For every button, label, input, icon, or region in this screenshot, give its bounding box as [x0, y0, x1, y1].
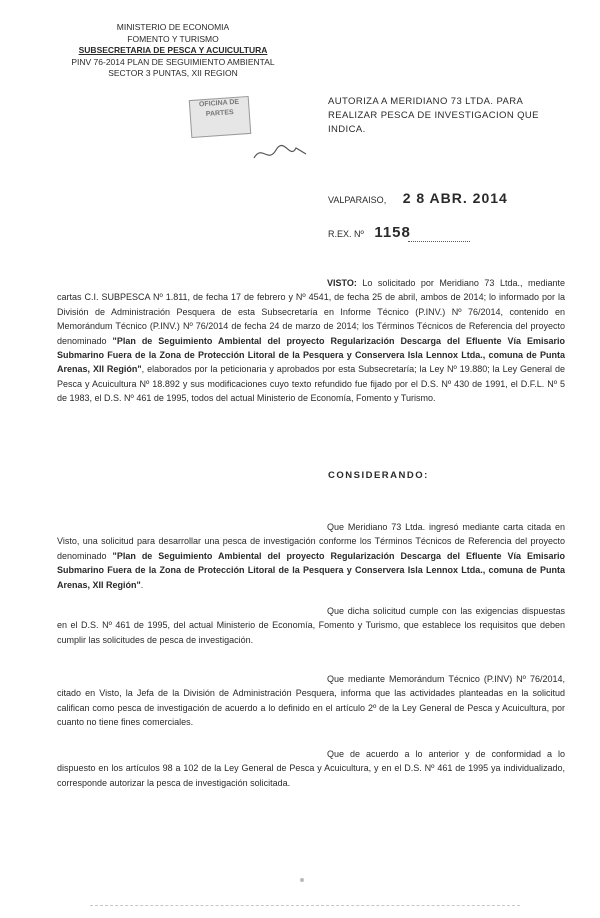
resolution-date: 2 8 ABR. 2014	[402, 190, 508, 206]
stamp-line-2: PARTES	[205, 109, 234, 118]
date-line	[328, 190, 508, 206]
c1-text-1: Que Meridiano 73 Ltda. ingresó mediante carta citada en Visto, una solicitud para desarrollar una pesca de investigación conforme los Términos Técnicos de Referencia del proyecto denominado	[57, 522, 565, 561]
resolution-number-line	[328, 224, 478, 241]
visto-project-name: "Plan de Seguimiento Ambiental del proyecto Regularización Descarga del Efluente Vía Emisario Submarino Fuera de la Zona de Protección Litoral de la Pesquera y Conservera Isla Lennox Ltda., comuna de Punta Arenas, XII Región"	[57, 335, 566, 375]
stamp-line-1: OFICINA DE	[198, 98, 240, 109]
office-stamp	[189, 96, 252, 138]
considerando-heading: CONSIDERANDO:	[328, 470, 429, 481]
letterhead	[58, 22, 288, 80]
c1-text-2: .	[140, 579, 144, 590]
considerando-paragraph-2	[57, 604, 565, 647]
place-label: VALPARAISO,	[328, 195, 387, 205]
c4-text: Que de acuerdo a lo anterior y de conformidad a lo dispuesto en los artículos 98 a 102 de la Ley General de Pesca y Acuicultura, y en el D.S. Nº 461 de 1995 ya individualizado, corresponde autorizar la pesca de investigación solicitada.	[57, 749, 565, 788]
considerando-paragraph-3	[57, 672, 565, 730]
resolution-title: AUTORIZA A MERIDIANO 73 LTDA. PARA REALIZAR PESCA DE INVESTIGACION QUE INDICA.	[328, 96, 539, 135]
visto-text-1: Lo solicitado por Meridiano 73 Ltda., mediante cartas C.I. SUBPESCA Nº 1.811, de fecha 17 de febrero y Nº 4541, de fecha 25 de abril, ambos de 2014; lo informado por la División de Administración Pesquera de esta Subsecretaría en Informe Técnico (P.INV.) Nº 76/2014, contenido en Memorándum Técnico (P.INV.) Nº 76/2014 de fecha 24 de marzo de 2014; los Términos Técnicos de Referencia del proyecto denominado	[57, 278, 565, 346]
rex-number: 1158	[374, 224, 411, 241]
c1-project-name: "Plan de Seguimiento Ambiental del proyecto Regularización Descarga del Efluente Vía Emisario Submarino Fuera de la Zona de Protección Litoral de la Pesquera y Conservera Isla Lennox Ltda., comuna de Punta Arenas, XII Región"	[57, 550, 566, 590]
c2-text: Que dicha solicitud cumple con las exigencias dispuestas en el D.S. Nº 461 de 1995, del actual Ministerio de Economía, Fomento y Turismo, que establece los requisitos que deben cumplir las solicitudes de pesca de investigación.	[57, 606, 565, 645]
ministry-subtitle: FOMENTO Y TURISMO	[127, 33, 219, 44]
file-reference: PINV 76-2014 PLAN DE SEGUIMIENTO AMBIENTAL	[71, 56, 275, 67]
visto-label: VISTO:	[327, 278, 357, 288]
rex-underline	[408, 241, 470, 242]
considerando-paragraph-1	[57, 520, 565, 592]
visto-text-2: , elaborados por la peticionaria y aprobados por esta Subsecretaría; la Ley Nº 19.880; la Ley General de Pesca y Acuicultura Nº 18.892 y sus modificaciones cuyo texto refundido fue fijado por el D.S. Nº 430 de 1991, el D.F.L. Nº 5 de 1983, el D.S. Nº 461 de 1995, todos del actual Ministerio de Economía, Fomento y Turismo.	[57, 364, 565, 404]
considerando-paragraph-4	[57, 747, 565, 790]
sector-reference: SECTOR 3 PUNTAS, XII REGION	[108, 68, 238, 78]
page-dot	[300, 878, 304, 882]
scan-footer-line	[90, 905, 520, 906]
visto-paragraph	[57, 276, 565, 406]
signature-scribble	[250, 140, 310, 166]
undersecretariat-name: SUBSECRETARIA DE PESCA Y ACUICULTURA	[78, 45, 268, 55]
rex-label: R.EX. Nº	[328, 229, 364, 239]
c3-text: Que mediante Memorándum Técnico (P.INV) Nº 76/2014, citado en Visto, la Jefa de la División de Administración Pesquera, informa que las actividades planteadas en la solicitud califican como pesca de investigación de acuerdo a lo definido en el artículo 2º de la Ley General de Pesca y Acuicultura, por cuanto no tiene fines comerciales.	[57, 674, 565, 728]
ministry-name: MINISTERIO DE ECONOMIA	[116, 22, 230, 32]
